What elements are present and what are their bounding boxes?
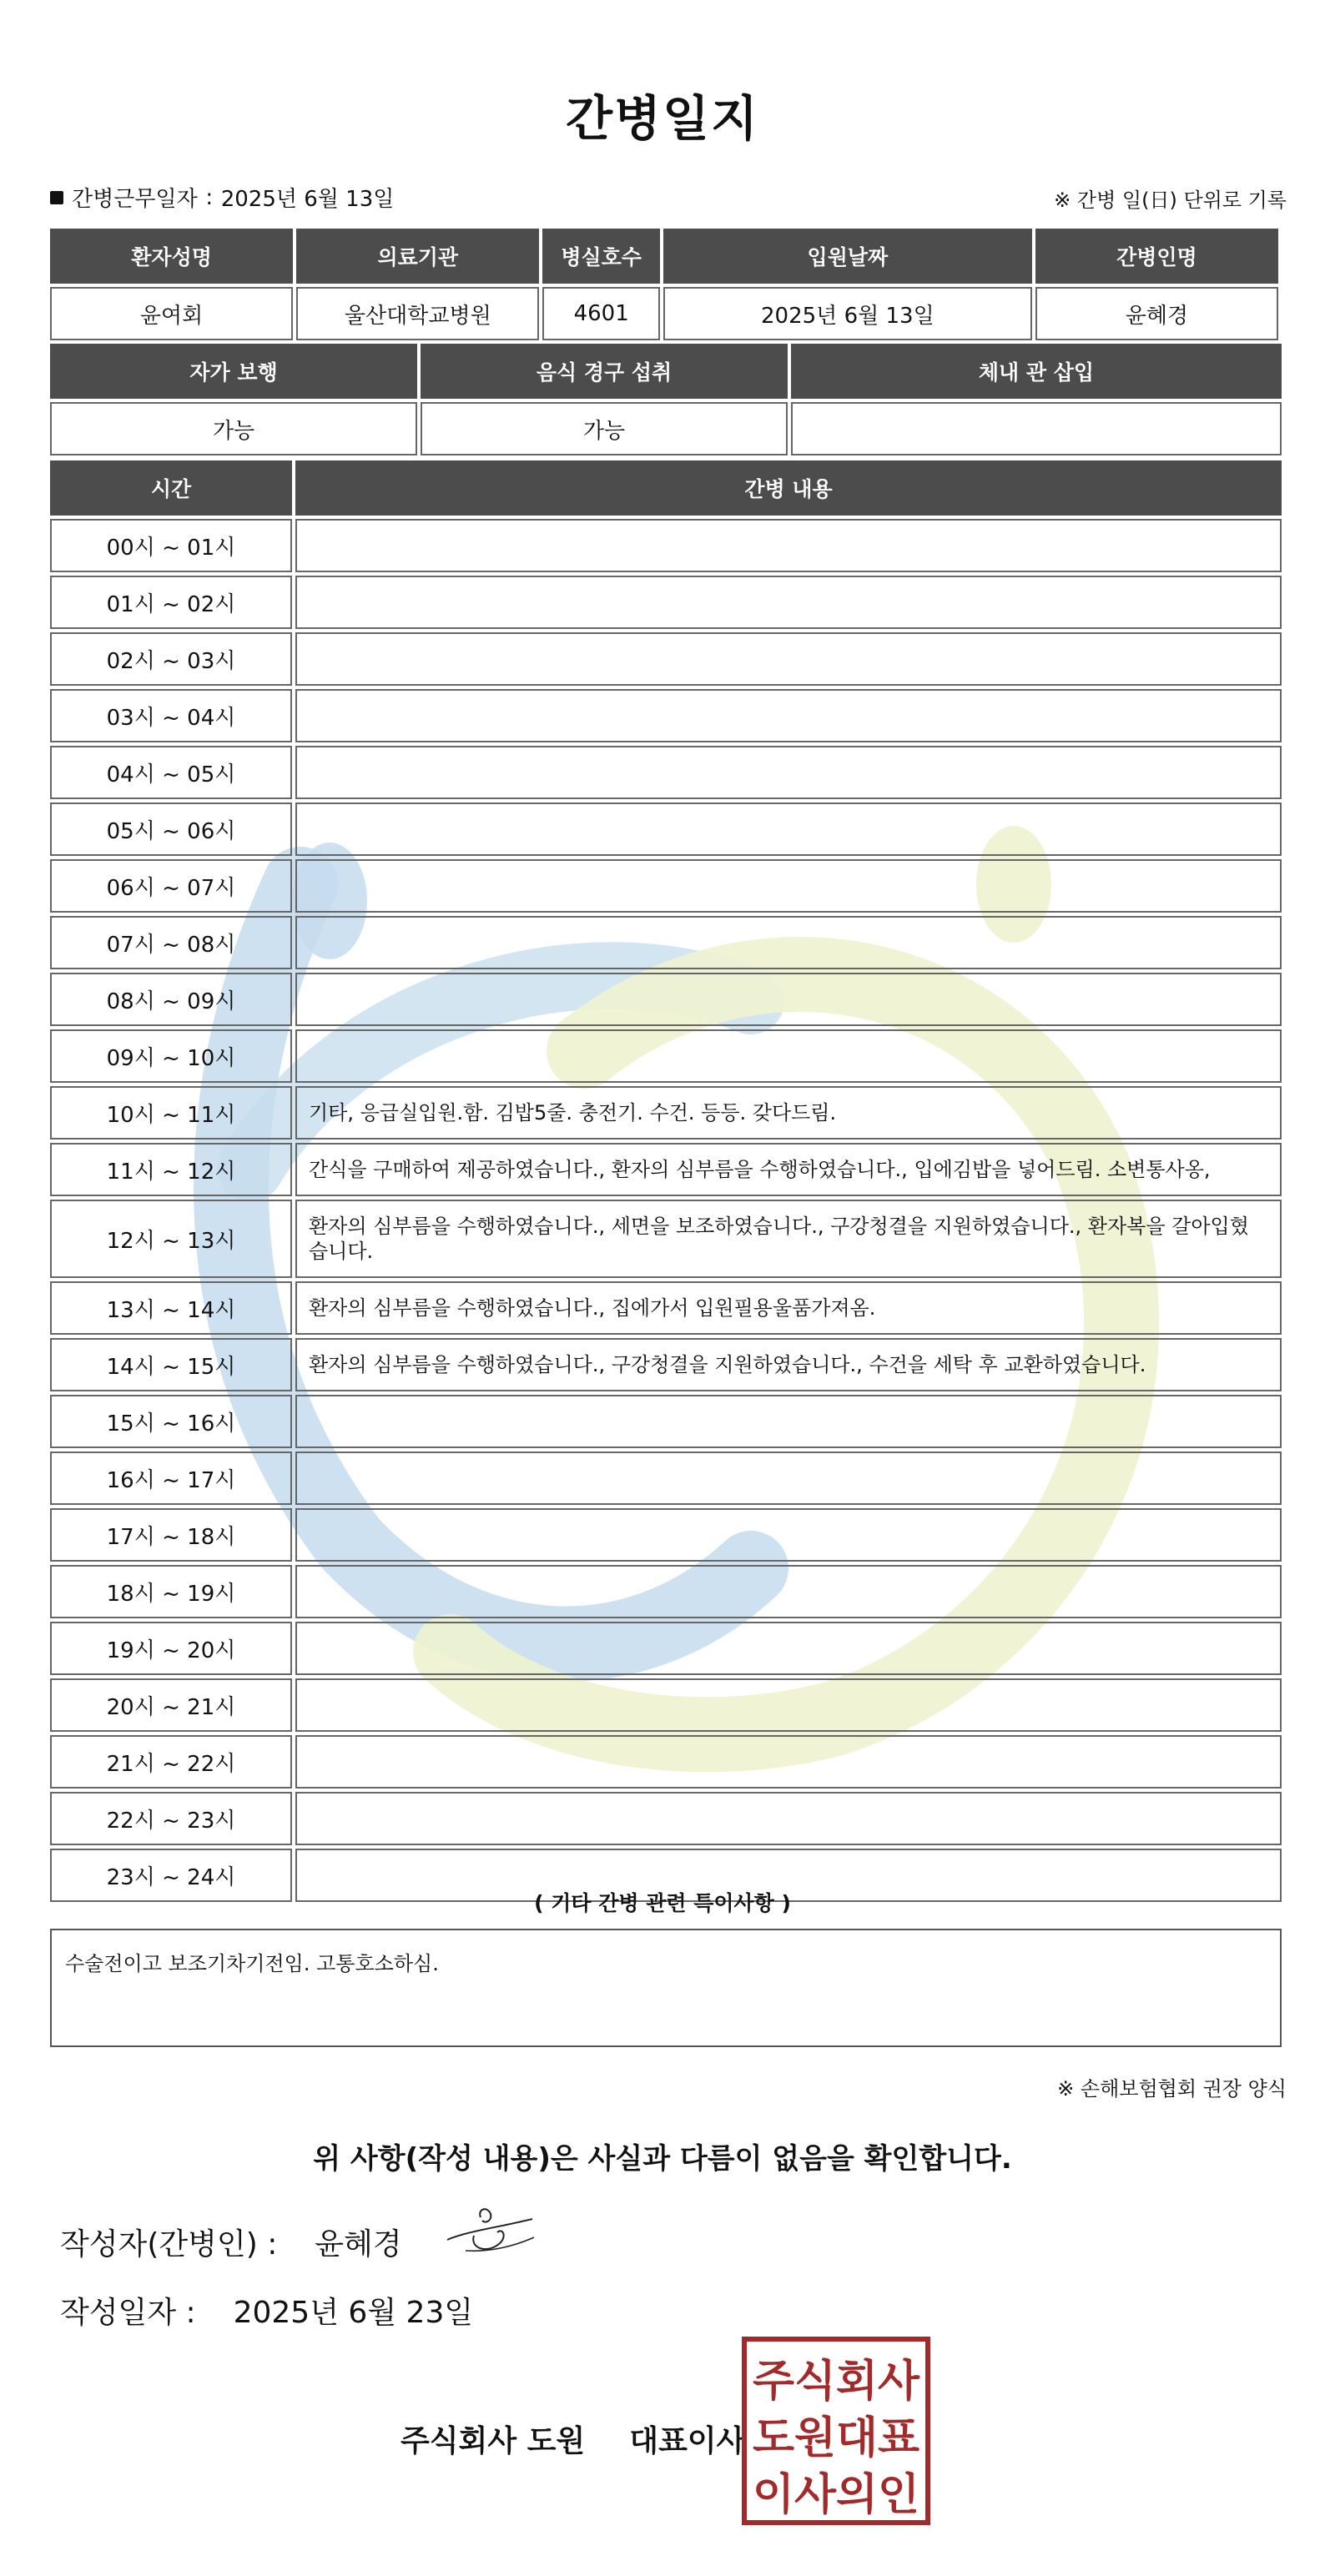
- written-date-line: [60, 2289, 473, 2332]
- status-value-row: [50, 402, 1282, 455]
- oral-intake-value: 가능: [421, 402, 788, 455]
- care-content: [295, 689, 1282, 742]
- time-slot: 04시 ~ 05시: [50, 746, 292, 799]
- seal-line: 주식회사: [753, 2357, 920, 2407]
- patient-info-header-row: [50, 229, 1278, 284]
- table-row: [50, 1792, 1282, 1845]
- table-row: [50, 916, 1282, 969]
- time-slot: 15시 ~ 16시: [50, 1395, 292, 1448]
- unit-note: ※ 간병 일(日) 단위로 기록: [1054, 189, 1287, 212]
- care-content: 환자의 심부름을 수행하였습니다., 세면을 보조하였습니다., 구강청결을 지원하였습니다., 환자복을 갈아입혔습니다.: [295, 1200, 1282, 1278]
- seal-line: 이사의인: [753, 2470, 919, 2520]
- hourly-care-log-table: [47, 457, 1285, 1905]
- patient-name: 윤여회: [50, 287, 293, 340]
- care-content: [295, 1395, 1282, 1448]
- time-slot: 20시 ~ 21시: [50, 1678, 292, 1732]
- care-content: 기타, 응급실입원.함. 김밥5줄. 충전기. 수건. 등등. 갖다드림.: [295, 1086, 1282, 1140]
- care-content: [295, 576, 1282, 629]
- handwritten-signature: [441, 2202, 541, 2261]
- table-row: [50, 519, 1282, 572]
- walking-value: 가능: [50, 402, 417, 455]
- table-row: [50, 1565, 1282, 1618]
- time-slot: 13시 ~ 14시: [50, 1281, 292, 1335]
- care-content: [295, 1792, 1282, 1845]
- table-row: [50, 802, 1282, 856]
- writer-label: 작성자(간병인) :: [60, 2227, 278, 2262]
- log-header-row: [50, 460, 1282, 516]
- work-date-value: 2025년 6월 13일: [220, 187, 395, 212]
- company-line: [401, 2418, 745, 2460]
- time-slot: 18시 ~ 19시: [50, 1565, 292, 1618]
- header-caregiver-name: 간병인명: [1035, 229, 1278, 284]
- table-row: [50, 1395, 1282, 1448]
- table-row: [50, 1508, 1282, 1562]
- seal-line: 도원대표: [753, 2413, 919, 2463]
- time-slot: 16시 ~ 17시: [50, 1452, 292, 1505]
- time-slot: 22시 ~ 23시: [50, 1792, 292, 1845]
- written-date-label: 작성일자 :: [60, 2296, 196, 2330]
- table-row: [50, 1678, 1282, 1732]
- writer-line: [60, 2221, 402, 2263]
- header-patient-name: 환자성명: [50, 229, 293, 284]
- table-row: [50, 1452, 1282, 1505]
- table-row: [50, 1086, 1282, 1140]
- patient-info-table: [47, 225, 1282, 344]
- care-content: [295, 1565, 1282, 1618]
- time-slot: 01시 ~ 02시: [50, 576, 292, 629]
- time-slot: 19시 ~ 20시: [50, 1622, 292, 1675]
- table-row: [50, 859, 1282, 913]
- care-content: 환자의 심부름을 수행하였습니다., 구강청결을 지원하였습니다., 수건을 세탁 후 교환하였습니다.: [295, 1338, 1282, 1391]
- table-row: [50, 689, 1282, 742]
- care-content: [295, 1508, 1282, 1562]
- writer-name: 윤혜경: [315, 2227, 402, 2262]
- care-content: 환자의 심부름을 수행하였습니다., 집에가서 입원필용울품가져옴.: [295, 1281, 1282, 1335]
- care-content: [295, 1029, 1282, 1083]
- notes-title: ( 기타 간병 관련 특이사항 ): [534, 1891, 791, 1915]
- hospital-name: 울산대학교병원: [296, 287, 539, 340]
- company-name: 주식회사 도원: [401, 2424, 586, 2458]
- time-slot: 17시 ~ 18시: [50, 1508, 292, 1562]
- table-row: [50, 1143, 1282, 1196]
- time-slot: 07시 ~ 08시: [50, 916, 292, 969]
- table-row: [50, 973, 1282, 1026]
- work-date-label: 간병근무일자: [72, 187, 198, 212]
- table-row: [50, 1622, 1282, 1675]
- time-slot: 08시 ~ 09시: [50, 973, 292, 1026]
- header-walking: 자가 보행: [50, 344, 417, 399]
- table-row: [50, 576, 1282, 629]
- care-content: [295, 1622, 1282, 1675]
- table-row: [50, 1200, 1282, 1278]
- source-note: ※ 손해보험협회 권장 양식: [1057, 2077, 1287, 2101]
- confirmation-statement: 위 사항(작성 내용)은 사실과 다름이 없음을 확인합니다.: [313, 2142, 1012, 2176]
- header-oral-intake: 음식 경구 섭취: [421, 344, 788, 399]
- work-date-separator: :: [205, 184, 214, 210]
- care-content: [295, 746, 1282, 799]
- table-row: [50, 1029, 1282, 1083]
- table-row: [50, 632, 1282, 686]
- time-slot: 23시 ~ 24시: [50, 1849, 292, 1902]
- time-slot: 09시 ~ 10시: [50, 1029, 292, 1083]
- status-header-row: [50, 344, 1282, 399]
- time-slot: 10시 ~ 11시: [50, 1086, 292, 1140]
- notes-box: 수술전이고 보조기차기전임. 고통호소하심.: [50, 1929, 1282, 2047]
- company-seal-stamp: [741, 2336, 931, 2526]
- care-content: [295, 1678, 1282, 1732]
- care-content: [295, 632, 1282, 686]
- time-slot: 14시 ~ 15시: [50, 1338, 292, 1391]
- table-row: [50, 1281, 1282, 1335]
- time-slot: 06시 ~ 07시: [50, 859, 292, 913]
- care-content: [295, 1452, 1282, 1505]
- patient-info-value-row: [50, 287, 1278, 340]
- time-slot: 03시 ~ 04시: [50, 689, 292, 742]
- header-room: 병실호수: [542, 229, 660, 284]
- table-row: [50, 1735, 1282, 1789]
- header-admission-date: 입원날짜: [663, 229, 1032, 284]
- care-content: [295, 859, 1282, 913]
- written-date-value: 2025년 6월 23일: [233, 2296, 474, 2330]
- bullet-square-icon: [50, 191, 63, 204]
- care-content: [295, 1735, 1282, 1789]
- admission-date: 2025년 6월 13일: [663, 287, 1032, 340]
- care-content: [295, 802, 1282, 856]
- care-content: [295, 519, 1282, 572]
- time-slot: 02시 ~ 03시: [50, 632, 292, 686]
- room-number: 4601: [542, 287, 660, 340]
- time-slot: 05시 ~ 06시: [50, 802, 292, 856]
- company-role: 대표이사: [629, 2424, 746, 2458]
- header-hospital: 의료기관: [296, 229, 539, 284]
- work-date-line: [50, 182, 394, 213]
- table-row: [50, 746, 1282, 799]
- time-slot: 00시 ~ 01시: [50, 519, 292, 572]
- header-tube-insertion: 체내 관 삽입: [791, 344, 1282, 399]
- header-care-content: 간병 내용: [295, 460, 1282, 516]
- time-slot: 11시 ~ 12시: [50, 1143, 292, 1196]
- time-slot: 21시 ~ 22시: [50, 1735, 292, 1789]
- time-slot: 12시 ~ 13시: [50, 1200, 292, 1278]
- care-content: 간식을 구매하여 제공하였습니다., 환자의 심부름을 수행하였습니다., 입에김밥을 넣어드림. 소변통사옹,: [295, 1143, 1282, 1196]
- tube-insertion-value: [791, 402, 1282, 455]
- care-content: [295, 973, 1282, 1026]
- page-title: 간병일지: [565, 90, 760, 147]
- patient-status-table: [47, 340, 1285, 459]
- table-row: [50, 1338, 1282, 1391]
- header-time: 시간: [50, 460, 292, 516]
- care-content: [295, 916, 1282, 969]
- caregiver-name: 윤혜경: [1035, 287, 1278, 340]
